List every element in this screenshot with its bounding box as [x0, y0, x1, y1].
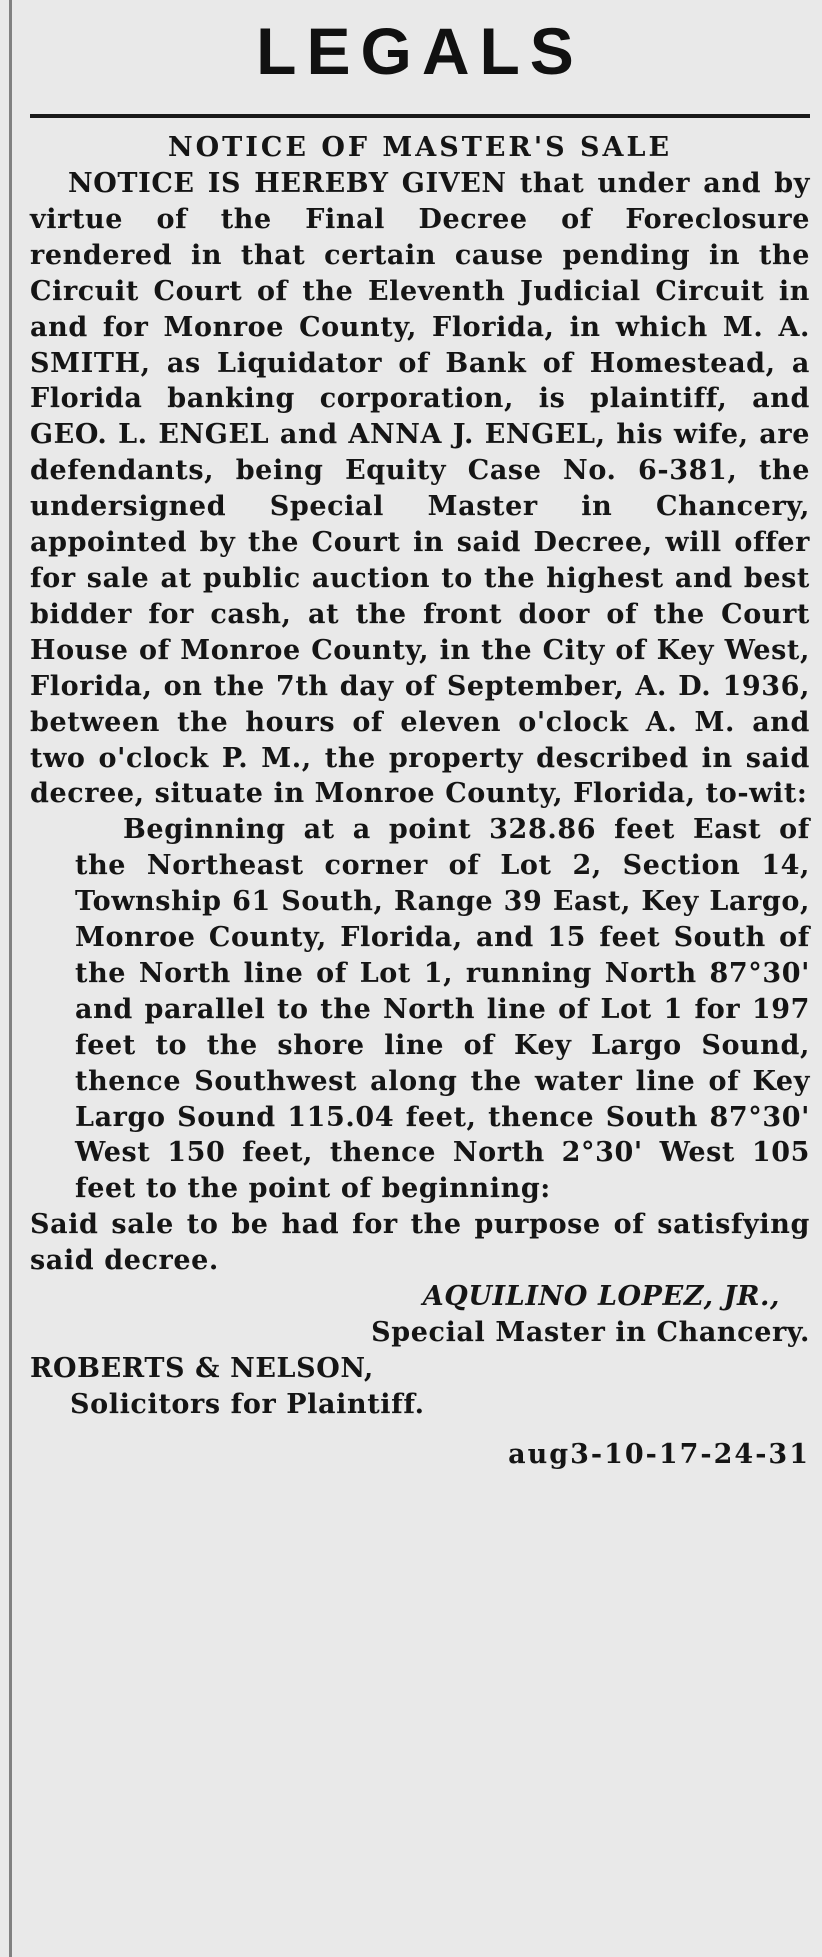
signature-block	[30, 1279, 810, 1473]
property-description: Beginning at a point 328.86 feet East of the Northeast corner of Lot 2, Section 14, Township 61 South, Range 39 East, Key Largo, Monroe County, Florida, and 15 feet South of the North line of Lot 1, running North 87°30' and parallel to the North line of Lot 1 for 197 feet to the shore line of Key Largo Sound, thence Southwest along the water line of Key Largo Sound 115.04 feet, thence South 87°30' West 150 feet, thence North 2°30' West 105 feet to the point of beginning:	[75, 814, 810, 1205]
solicitors-name: ROBERTS & NELSON,	[30, 1352, 374, 1384]
notice-body-block	[30, 166, 810, 1279]
column-rule	[9, 0, 12, 1957]
heading-divider	[30, 114, 810, 118]
publication-dates: aug3-10-17-24-31	[508, 1438, 810, 1470]
sale-purpose: Said sale to be had for the purpose of satisfying said decree.	[30, 1209, 810, 1277]
notice-title: NOTICE OF MASTER'S SALE	[167, 132, 673, 163]
legals-column	[30, 0, 810, 1473]
special-master-name: AQUILINO LOPEZ, JR.,	[422, 1281, 780, 1313]
section-heading: LEGALS	[256, 14, 584, 88]
solicitors-title: Solicitors for Plaintiff.	[70, 1388, 425, 1420]
notice-body: NOTICE IS HEREBY GIVEN that under and by virtue of the Final Decree of Foreclosure rendered in that certain cause pending in the Circuit Court of the Eleventh Judicial Circuit in and for Monroe County, Florida, in which M. A. SMITH, as Liquidator of Bank of Homestead, a Florida banking corporation, is plaintiff, and GEO. L. ENGEL and ANNA J. ENGEL, his wife, are defendants, being Equity Case No. 6-381, the undersigned Special Master in Chancery, appointed by the Court in said Decree, will offer for sale at public auction to the highest and best bidder for cash, at the front door of the Court House of Monroe County, in the City of Key West, Florida, on the 7th day of September, A. D. 1936, between the hours of eleven o'clock A. M. and two o'clock P. M., the property described in said decree, situate in Monroe County, Florida, to-wit:	[30, 168, 810, 810]
special-master-title: Special Master in Chancery.	[371, 1317, 810, 1348]
